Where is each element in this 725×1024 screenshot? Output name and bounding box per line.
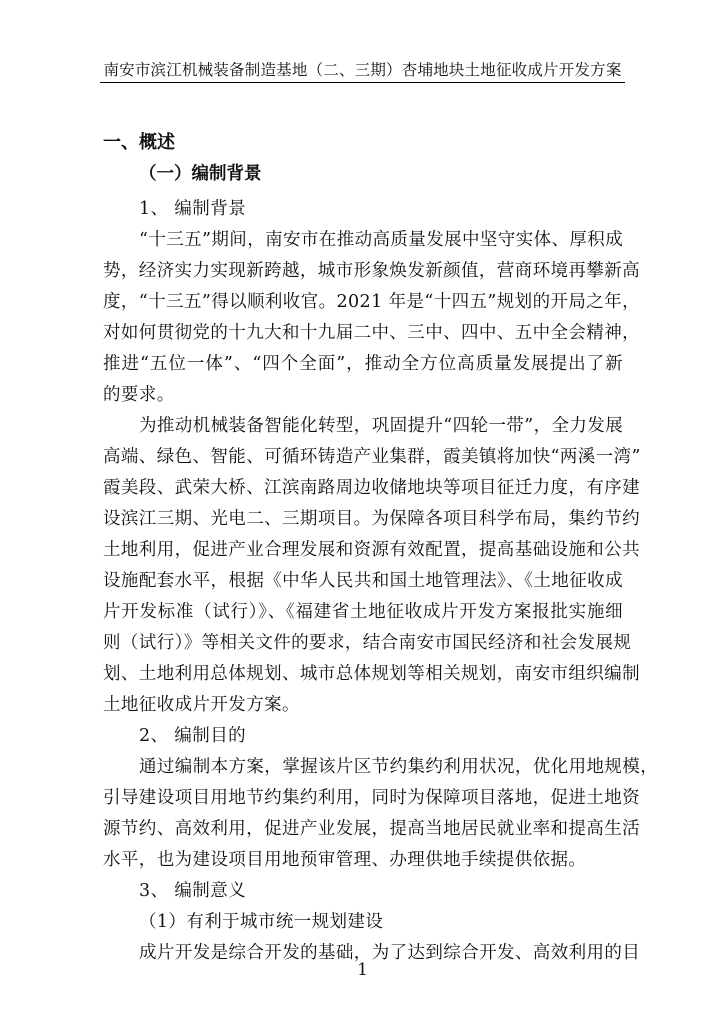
item-heading: 1、 编制背景	[139, 199, 246, 219]
body-line: 的要求。	[103, 385, 175, 405]
body-line: 则（试行）》等相关文件的要求，结合南安市国民经济和社会发展规	[103, 633, 632, 653]
body-line: 通过编制本方案，掌握该片区节约集约利用状况，优化用地规模，	[139, 757, 659, 777]
body-line: 设滨江三期、光电二、三期项目。为保障各项目科学布局，集约节约	[103, 509, 640, 529]
body-line: 设施配套水平，根据《中华人民共和国土地管理法》、《土地征收成	[103, 571, 623, 591]
subsection-heading: （一）编制背景	[139, 164, 262, 184]
body-line: 土地利用，促进产业合理发展和资源有效配置，提高基础设施和公共	[103, 540, 640, 560]
section-heading: 一、概述	[103, 132, 175, 153]
body-line: 对如何贯彻党的十九大和十九届二中、三中、四中、五中全会精神，	[103, 323, 640, 343]
body-line: 片开发标准（试行）》、《福建省土地征收成片开发方案报批实施细	[103, 602, 623, 622]
body-line: 水平，也为建设项目用地预审管理、办理供地手续提供依据。	[103, 850, 587, 870]
item-heading: 3、 编制意义	[139, 881, 246, 901]
header-divider	[100, 82, 625, 83]
body-line: 为推动机械装备智能化转型，巩固提升“四轮一带”，全力发展	[139, 416, 624, 436]
body-line: 高端、绿色、智能、可循环铸造产业集群，霞美镇将加快“两溪一湾”	[103, 447, 641, 467]
item-heading: 2、 编制目的	[139, 726, 246, 746]
body-line: 霞美段、武荣大桥、江滨南路周边收储地块等项目征迁力度，有序建	[103, 478, 640, 498]
body-line: “十三五”期间，南安市在推动高质量发展中坚守实体、厚积成	[139, 230, 624, 250]
body-line: 土地征收成片开发方案。	[103, 695, 300, 715]
body-line: 源节约、高效利用，促进产业发展，提高当地居民就业率和提高生活	[103, 819, 640, 839]
body-line: 引导建设项目用地节约集约利用，同时为保障项目落地，促进土地资	[103, 788, 640, 808]
sub-item-heading: （1）有利于城市统一规划建设	[139, 912, 384, 932]
body-line: 势，经济实力实现新跨越，城市形象焕发新颜值，营商环境再攀新高	[103, 261, 640, 281]
body-line: 推进“五位一体”、“四个全面”，推动全方位高质量发展提出了新	[103, 354, 623, 374]
running-header: 南安市滨江机械装备制造基地（二、三期）杏埔地块土地征收成片开发方案	[103, 61, 622, 79]
body-line: 度，“十三五”得以顺利收官。2021 年是“十四五”规划的开局之年，	[103, 292, 640, 312]
page-number: 1	[357, 960, 368, 980]
body-line: 划、土地利用总体规划、城市总体规划等相关规划，南安市组织编制	[103, 664, 640, 684]
body-line: 成片开发是综合开发的基础，为了达到综合开发、高效利用的目	[139, 943, 641, 963]
